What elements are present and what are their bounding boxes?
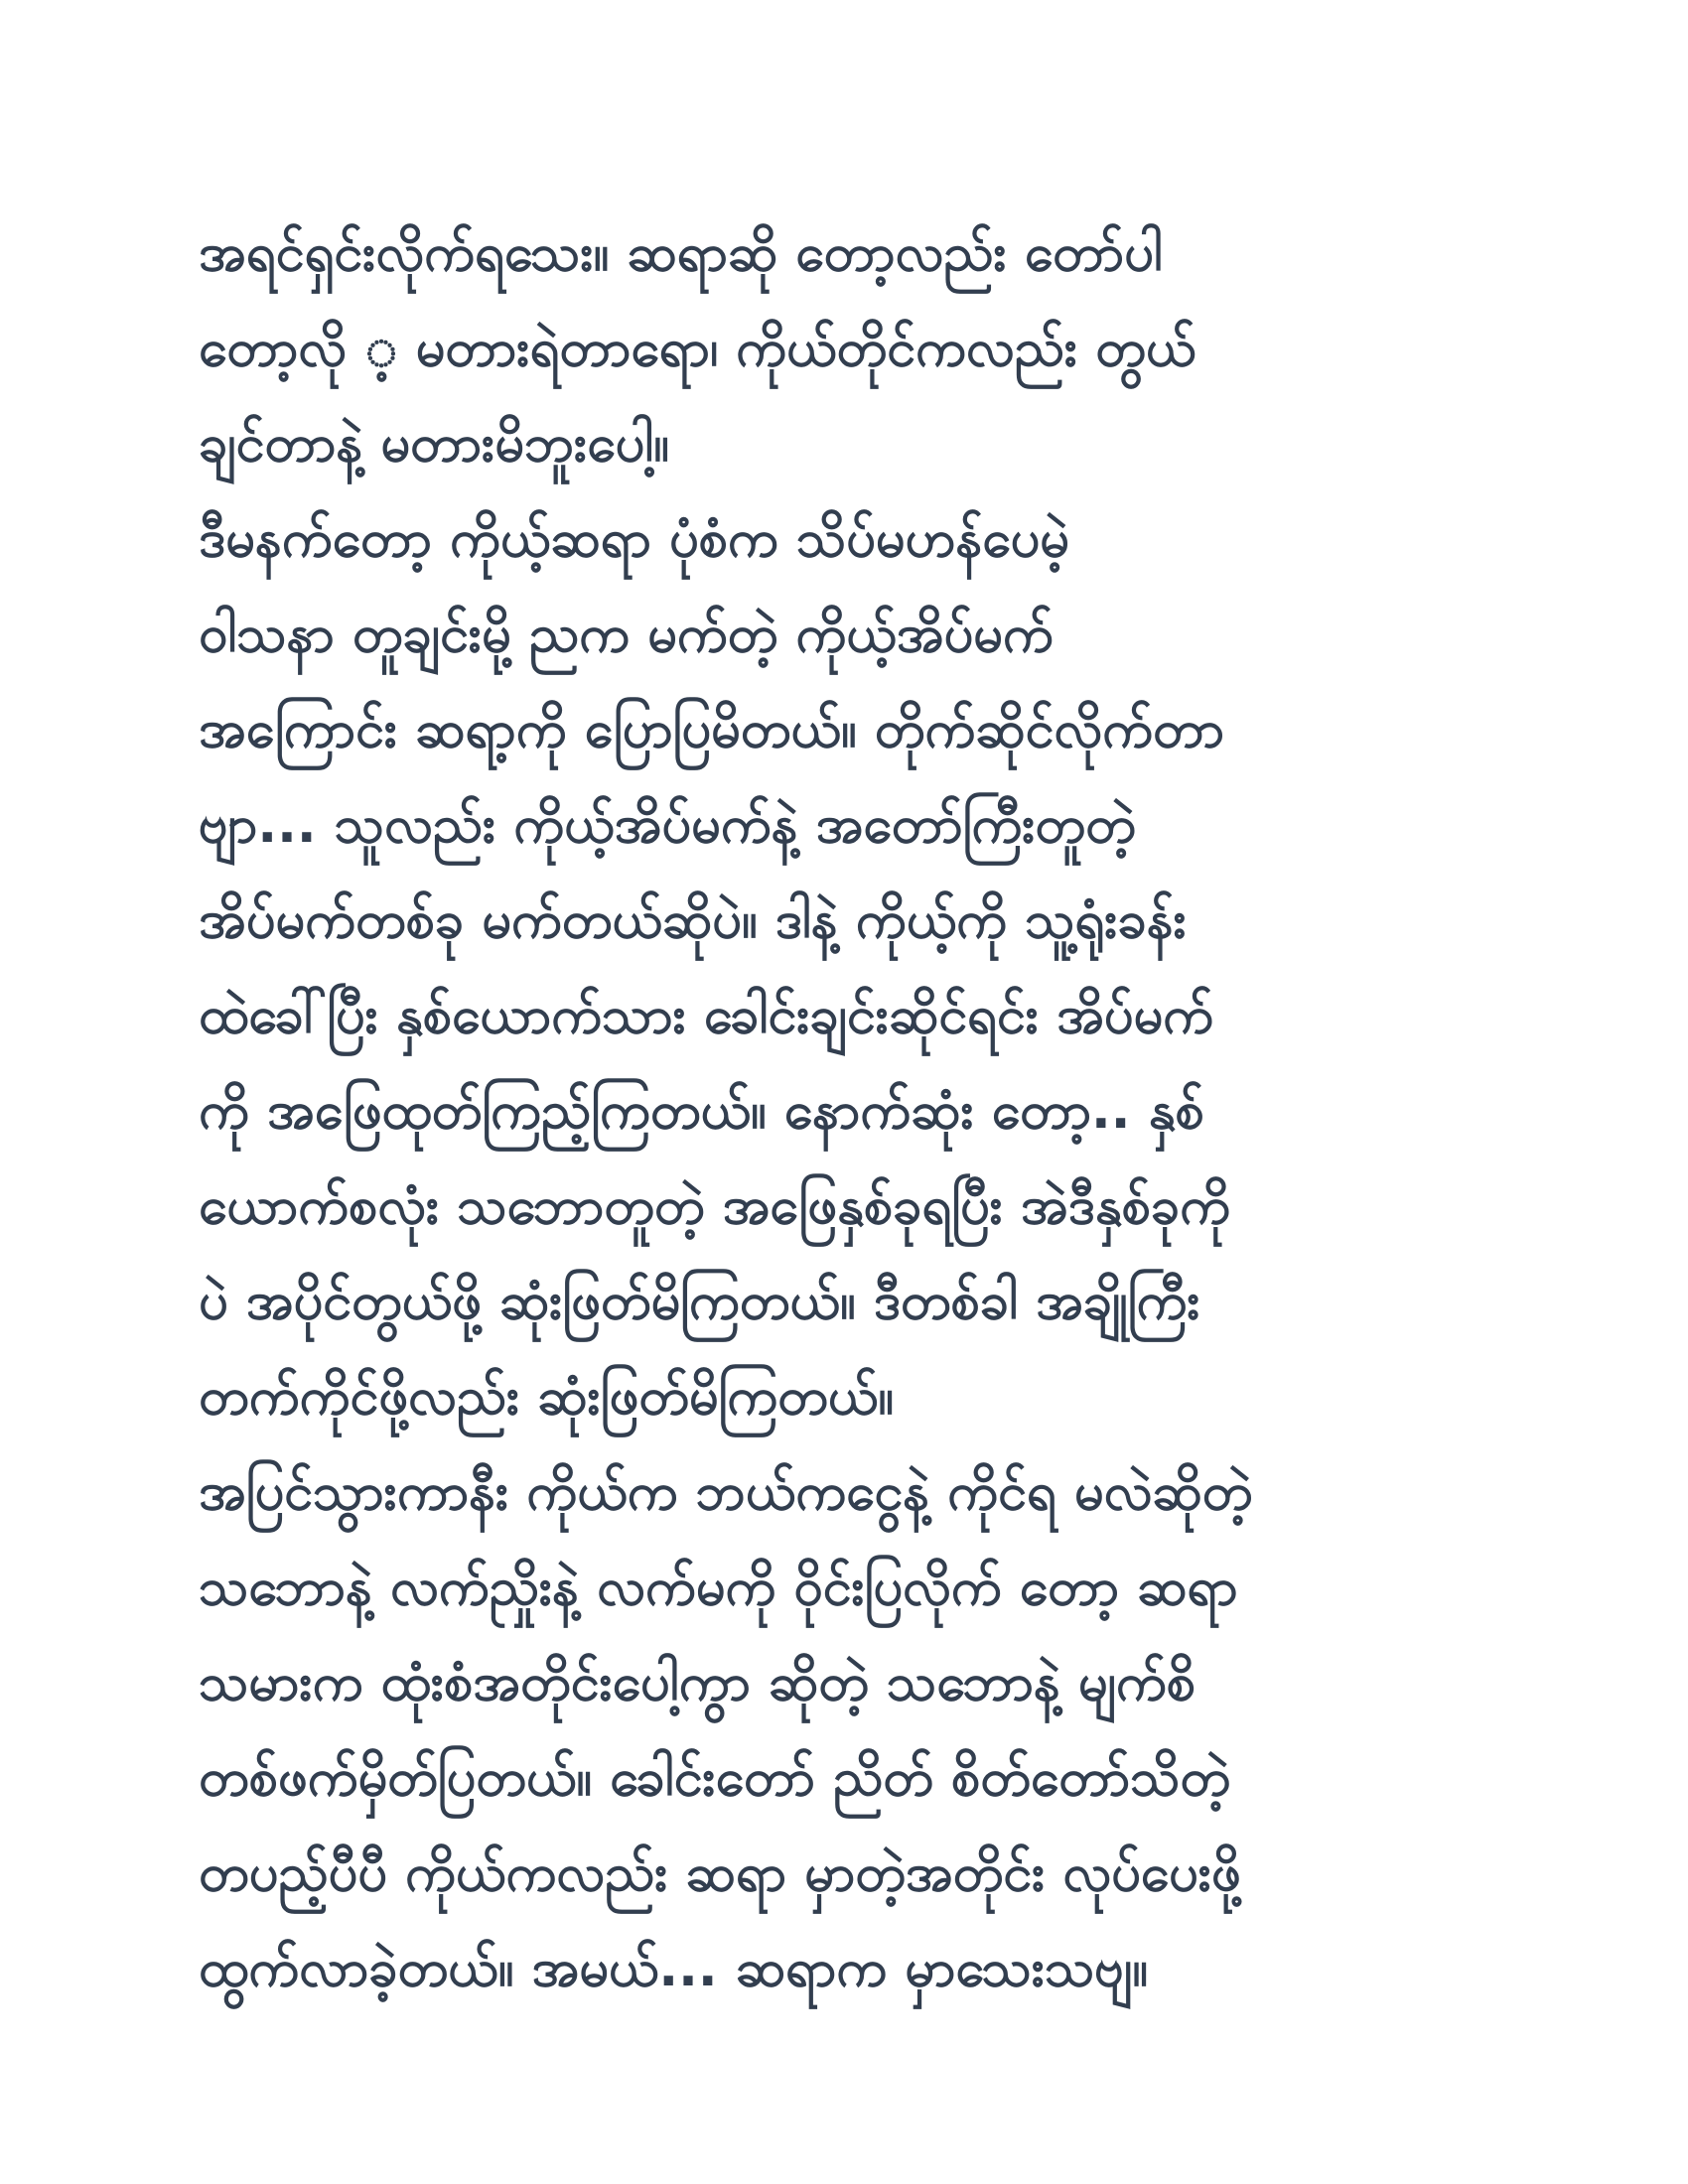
body-text: [199, 205, 1509, 2016]
text-line: အရင်ရှင်းလိုက်ရသေး။ ဆရာဆို တော့လည်း တော်ပါ: [199, 223, 1163, 283]
text-line: တပည့်ပီပီ ကိုယ်ကလည်း ဆရာ မှာတဲ့အတိုင်း လုပ်ပေးဖို့: [199, 1843, 1241, 1903]
text-line: ဒီမနက်တော့ ကိုယ့်ဆရာ ပုံစံက သိပ်မဟန်ပေမဲ့: [199, 509, 1069, 569]
text-line: ယောက်စလုံး သဘောတူတဲ့ အဖြေနှစ်ခုရပြီး အဲဒီနှစ်ခုကို: [199, 1176, 1231, 1236]
text-line: အပြင်သွားကာနီး ကိုယ်က ဘယ်ကငွေနဲ့ ကိုင်ရ မလဲဆိုတဲ့: [199, 1462, 1253, 1522]
text-line: ချင်တာနဲ့ မတားမိဘူးပေါ့။: [199, 414, 669, 474]
text-line: ပဲ အပိုင်တွယ်ဖို့ ဆုံးဖြတ်မိကြတယ်။ ဒီတစ်ခါ အချိုကြီး: [199, 1272, 1200, 1331]
text-line: သမားက ထုံးစံအတိုင်းပေါ့ကွာ ဆိုတဲ့ သဘောနဲ့ မျက်စိ: [199, 1653, 1196, 1712]
text-line: ကို အဖြေထုတ်ကြည့်ကြတယ်။ နောက်ဆုံး တော့.. နှစ်: [199, 1081, 1204, 1141]
text-line: ထဲခေါ်ပြီး နှစ်ယောက်သား ခေါင်းချင်းဆိုင်ရင်း အိပ်မက်: [199, 986, 1214, 1045]
text-line: အကြောင်း ဆရာ့ကို ပြောပြမိတယ်။ တိုက်ဆိုင်လိုက်တာ: [199, 700, 1224, 759]
text-line: ဗျာ... သူလည်း ကိုယ့်အိပ်မက်နဲ့ အတော်ကြီးတူတဲ့: [199, 795, 1136, 855]
text-line: အိပ်မက်တစ်ခု မက်တယ်ဆိုပဲ။ ဒါနဲ့ ကိုယ့်ကို သူ့ရုံးခန်း: [199, 890, 1187, 950]
text-line: သဘောနဲ့ လက်ညှိုးနဲ့ လက်မကို ဝိုင်းပြလိုက် တော့ ဆရာ: [199, 1558, 1238, 1617]
text-line: ဝါသနာ တူချင်းမို့ ညက မက်တဲ့ ကိုယ့်အိပ်မက်: [199, 605, 1054, 664]
text-line: တစ်ဖက်မှိတ်ပြတယ်။ ခေါင်းတော် ညိတ် စိတ်တော်သိတဲ့: [199, 1748, 1231, 1808]
text-line: ထွက်လာခဲ့တယ်။ အမယ်... ဆရာက မှာသေးသဗျ။: [199, 1939, 1148, 1998]
text-line: တက်ကိုင်ဖို့လည်း ဆုံးဖြတ်မိကြတယ်။: [199, 1367, 894, 1427]
text-line: တော့လို ့ မတားရဲတာရော၊ ကိုယ်တိုင်ကလည်း တွယ်: [199, 319, 1196, 378]
